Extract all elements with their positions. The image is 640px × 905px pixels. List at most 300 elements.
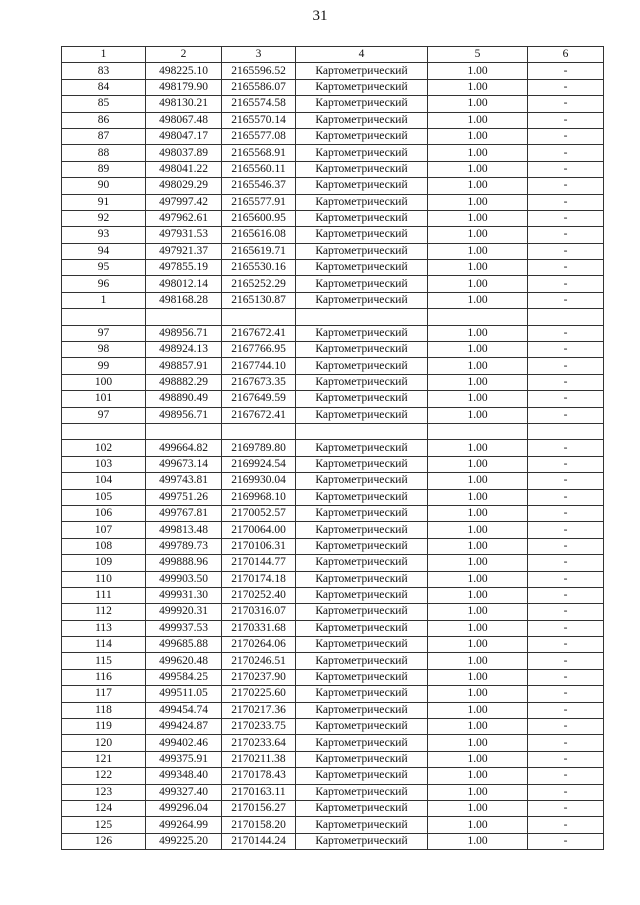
method-cell: Картометрический bbox=[296, 260, 428, 276]
table-row bbox=[62, 653, 604, 669]
method-cell: Картометрический bbox=[296, 719, 428, 735]
accuracy-cell: 1.00 bbox=[428, 96, 528, 112]
note-cell: - bbox=[528, 735, 604, 751]
note-cell: - bbox=[528, 604, 604, 620]
y-coordinate-cell: 2170264.06 bbox=[222, 637, 296, 653]
accuracy-cell: 1.00 bbox=[428, 440, 528, 456]
y-coordinate-cell: 2170246.51 bbox=[222, 653, 296, 669]
table-row bbox=[62, 128, 604, 144]
method-cell: Картометрический bbox=[296, 243, 428, 259]
column-header: 2 bbox=[146, 47, 222, 63]
note-cell: - bbox=[528, 505, 604, 521]
x-coordinate-cell: 499685.88 bbox=[146, 637, 222, 653]
note-cell: - bbox=[528, 522, 604, 538]
point-number-cell: 95 bbox=[62, 260, 146, 276]
accuracy-cell: 1.00 bbox=[428, 325, 528, 341]
x-coordinate-cell: 498956.71 bbox=[146, 407, 222, 423]
table-row bbox=[62, 358, 604, 374]
method-cell: Картометрический bbox=[296, 489, 428, 505]
x-coordinate-cell: 498041.22 bbox=[146, 161, 222, 177]
x-coordinate-cell: 499225.20 bbox=[146, 833, 222, 849]
table-row bbox=[62, 669, 604, 685]
table-row bbox=[62, 161, 604, 177]
table-row bbox=[62, 309, 604, 325]
point-number-cell: 92 bbox=[62, 210, 146, 226]
point-number-cell: 125 bbox=[62, 817, 146, 833]
y-coordinate-cell: 2170233.75 bbox=[222, 719, 296, 735]
accuracy-cell: 1.00 bbox=[428, 669, 528, 685]
method-cell: Картометрический bbox=[296, 407, 428, 423]
x-coordinate-cell: 498956.71 bbox=[146, 325, 222, 341]
y-coordinate-cell: 2170158.20 bbox=[222, 817, 296, 833]
point-number-cell: 1 bbox=[62, 292, 146, 308]
table-row bbox=[62, 178, 604, 194]
accuracy-cell: 1.00 bbox=[428, 374, 528, 390]
accuracy-cell: 1.00 bbox=[428, 63, 528, 79]
accuracy-cell: 1.00 bbox=[428, 702, 528, 718]
y-coordinate-cell: 2170331.68 bbox=[222, 620, 296, 636]
page-number: 31 bbox=[312, 8, 328, 24]
point-number-cell: 109 bbox=[62, 555, 146, 571]
accuracy-cell: 1.00 bbox=[428, 522, 528, 538]
x-coordinate-cell bbox=[146, 309, 222, 325]
note-cell: - bbox=[528, 440, 604, 456]
y-coordinate-cell: 2165586.07 bbox=[222, 79, 296, 95]
table-row bbox=[62, 292, 604, 308]
table-row bbox=[62, 423, 604, 439]
table-row bbox=[62, 194, 604, 210]
method-cell: Картометрический bbox=[296, 833, 428, 849]
table-row bbox=[62, 555, 604, 571]
y-coordinate-cell: 2165574.58 bbox=[222, 96, 296, 112]
y-coordinate-cell: 2169924.54 bbox=[222, 456, 296, 472]
accuracy-cell bbox=[428, 423, 528, 439]
y-coordinate-cell: 2165546.37 bbox=[222, 178, 296, 194]
y-coordinate-cell: 2170144.77 bbox=[222, 555, 296, 571]
y-coordinate-cell: 2169968.10 bbox=[222, 489, 296, 505]
method-cell: Картометрический bbox=[296, 128, 428, 144]
point-number-cell: 100 bbox=[62, 374, 146, 390]
table-row bbox=[62, 96, 604, 112]
method-cell: Картометрический bbox=[296, 112, 428, 128]
note-cell: - bbox=[528, 178, 604, 194]
table-row bbox=[62, 276, 604, 292]
point-number-cell: 101 bbox=[62, 391, 146, 407]
x-coordinate-cell: 499264.99 bbox=[146, 817, 222, 833]
method-cell: Картометрический bbox=[296, 440, 428, 456]
note-cell: - bbox=[528, 161, 604, 177]
accuracy-cell: 1.00 bbox=[428, 637, 528, 653]
point-number-cell: 96 bbox=[62, 276, 146, 292]
method-cell: Картометрический bbox=[296, 669, 428, 685]
note-cell: - bbox=[528, 587, 604, 603]
y-coordinate-cell: 2167649.59 bbox=[222, 391, 296, 407]
note-cell bbox=[528, 309, 604, 325]
y-coordinate-cell: 2165530.16 bbox=[222, 260, 296, 276]
point-number-cell: 105 bbox=[62, 489, 146, 505]
method-cell: Картометрический bbox=[296, 161, 428, 177]
method-cell: Картометрический bbox=[296, 505, 428, 521]
point-number-cell: 94 bbox=[62, 243, 146, 259]
method-cell: Картометрический bbox=[296, 79, 428, 95]
table-row bbox=[62, 374, 604, 390]
point-number-cell: 91 bbox=[62, 194, 146, 210]
note-cell: - bbox=[528, 358, 604, 374]
point-number-cell: 102 bbox=[62, 440, 146, 456]
y-coordinate-cell: 2167766.95 bbox=[222, 342, 296, 358]
note-cell: - bbox=[528, 260, 604, 276]
accuracy-cell: 1.00 bbox=[428, 194, 528, 210]
x-coordinate-cell: 499767.81 bbox=[146, 505, 222, 521]
accuracy-cell: 1.00 bbox=[428, 292, 528, 308]
y-coordinate-cell: 2170178.43 bbox=[222, 768, 296, 784]
y-coordinate-cell: 2165616.08 bbox=[222, 227, 296, 243]
point-number-cell: 119 bbox=[62, 719, 146, 735]
x-coordinate-cell: 498067.48 bbox=[146, 112, 222, 128]
method-cell: Картометрический bbox=[296, 751, 428, 767]
y-coordinate-cell: 2170225.60 bbox=[222, 686, 296, 702]
method-cell: Картометрический bbox=[296, 391, 428, 407]
note-cell: - bbox=[528, 325, 604, 341]
accuracy-cell: 1.00 bbox=[428, 456, 528, 472]
y-coordinate-cell: 2165596.52 bbox=[222, 63, 296, 79]
method-cell: Картометрический bbox=[296, 686, 428, 702]
table-body bbox=[62, 63, 604, 850]
note-cell: - bbox=[528, 112, 604, 128]
table-row bbox=[62, 260, 604, 276]
note-cell: - bbox=[528, 637, 604, 653]
note-cell: - bbox=[528, 751, 604, 767]
y-coordinate-cell: 2165130.87 bbox=[222, 292, 296, 308]
accuracy-cell: 1.00 bbox=[428, 735, 528, 751]
table-row bbox=[62, 63, 604, 79]
note-cell: - bbox=[528, 538, 604, 554]
y-coordinate-cell bbox=[222, 423, 296, 439]
x-coordinate-cell: 498924.13 bbox=[146, 342, 222, 358]
accuracy-cell: 1.00 bbox=[428, 604, 528, 620]
accuracy-cell: 1.00 bbox=[428, 505, 528, 521]
method-cell: Картометрический bbox=[296, 342, 428, 358]
x-coordinate-cell: 499584.25 bbox=[146, 669, 222, 685]
x-coordinate-cell: 498168.28 bbox=[146, 292, 222, 308]
y-coordinate-cell: 2165577.91 bbox=[222, 194, 296, 210]
accuracy-cell: 1.00 bbox=[428, 276, 528, 292]
y-coordinate-cell: 2165570.14 bbox=[222, 112, 296, 128]
x-coordinate-cell: 499937.53 bbox=[146, 620, 222, 636]
table-row bbox=[62, 800, 604, 816]
note-cell: - bbox=[528, 96, 604, 112]
y-coordinate-cell: 2170156.27 bbox=[222, 800, 296, 816]
point-number-cell: 87 bbox=[62, 128, 146, 144]
note-cell: - bbox=[528, 555, 604, 571]
method-cell bbox=[296, 423, 428, 439]
x-coordinate-cell: 499620.48 bbox=[146, 653, 222, 669]
accuracy-cell: 1.00 bbox=[428, 407, 528, 423]
coordinates-table bbox=[61, 46, 604, 850]
note-cell: - bbox=[528, 374, 604, 390]
note-cell: - bbox=[528, 686, 604, 702]
y-coordinate-cell: 2170237.90 bbox=[222, 669, 296, 685]
method-cell: Картометрический bbox=[296, 325, 428, 341]
method-cell bbox=[296, 309, 428, 325]
point-number-cell: 103 bbox=[62, 456, 146, 472]
table-row bbox=[62, 522, 604, 538]
accuracy-cell: 1.00 bbox=[428, 391, 528, 407]
table-row bbox=[62, 342, 604, 358]
point-number-cell: 115 bbox=[62, 653, 146, 669]
x-coordinate-cell: 499789.73 bbox=[146, 538, 222, 554]
table-row bbox=[62, 735, 604, 751]
x-coordinate-cell: 499511.05 bbox=[146, 686, 222, 702]
table-row bbox=[62, 702, 604, 718]
accuracy-cell: 1.00 bbox=[428, 653, 528, 669]
accuracy-cell: 1.00 bbox=[428, 719, 528, 735]
method-cell: Картометрический bbox=[296, 63, 428, 79]
point-number-cell: 106 bbox=[62, 505, 146, 521]
method-cell: Картометрический bbox=[296, 784, 428, 800]
point-number-cell: 112 bbox=[62, 604, 146, 620]
x-coordinate-cell: 498012.14 bbox=[146, 276, 222, 292]
note-cell: - bbox=[528, 571, 604, 587]
x-coordinate-cell: 498882.29 bbox=[146, 374, 222, 390]
accuracy-cell: 1.00 bbox=[428, 178, 528, 194]
x-coordinate-cell: 499920.31 bbox=[146, 604, 222, 620]
point-number-cell: 85 bbox=[62, 96, 146, 112]
table-row bbox=[62, 505, 604, 521]
point-number-cell: 89 bbox=[62, 161, 146, 177]
accuracy-cell: 1.00 bbox=[428, 161, 528, 177]
y-coordinate-cell: 2170217.36 bbox=[222, 702, 296, 718]
y-coordinate-cell: 2165577.08 bbox=[222, 128, 296, 144]
point-number-cell: 84 bbox=[62, 79, 146, 95]
note-cell: - bbox=[528, 407, 604, 423]
x-coordinate-cell: 499454.74 bbox=[146, 702, 222, 718]
table-row bbox=[62, 456, 604, 472]
y-coordinate-cell: 2170316.07 bbox=[222, 604, 296, 620]
x-coordinate-cell: 499751.26 bbox=[146, 489, 222, 505]
note-cell: - bbox=[528, 833, 604, 849]
table-row bbox=[62, 751, 604, 767]
y-coordinate-cell: 2167744.10 bbox=[222, 358, 296, 374]
x-coordinate-cell: 497855.19 bbox=[146, 260, 222, 276]
note-cell: - bbox=[528, 719, 604, 735]
point-number-cell: 118 bbox=[62, 702, 146, 718]
y-coordinate-cell: 2170174.18 bbox=[222, 571, 296, 587]
y-coordinate-cell: 2165560.11 bbox=[222, 161, 296, 177]
point-number-cell: 124 bbox=[62, 800, 146, 816]
method-cell: Картометрический bbox=[296, 571, 428, 587]
table-row bbox=[62, 227, 604, 243]
y-coordinate-cell: 2170144.24 bbox=[222, 833, 296, 849]
y-coordinate-cell: 2170052.57 bbox=[222, 505, 296, 521]
accuracy-cell: 1.00 bbox=[428, 112, 528, 128]
point-number-cell: 113 bbox=[62, 620, 146, 636]
x-coordinate-cell: 498857.91 bbox=[146, 358, 222, 374]
point-number-cell: 123 bbox=[62, 784, 146, 800]
note-cell: - bbox=[528, 489, 604, 505]
accuracy-cell: 1.00 bbox=[428, 784, 528, 800]
method-cell: Картометрический bbox=[296, 800, 428, 816]
table-row bbox=[62, 637, 604, 653]
method-cell: Картометрический bbox=[296, 735, 428, 751]
column-header: 4 bbox=[296, 47, 428, 63]
accuracy-cell: 1.00 bbox=[428, 817, 528, 833]
note-cell: - bbox=[528, 620, 604, 636]
table-row bbox=[62, 407, 604, 423]
accuracy-cell: 1.00 bbox=[428, 210, 528, 226]
accuracy-cell: 1.00 bbox=[428, 79, 528, 95]
point-number-cell: 121 bbox=[62, 751, 146, 767]
x-coordinate-cell: 497921.37 bbox=[146, 243, 222, 259]
x-coordinate-cell: 498179.90 bbox=[146, 79, 222, 95]
method-cell: Картометрический bbox=[296, 538, 428, 554]
point-number-cell: 88 bbox=[62, 145, 146, 161]
method-cell: Картометрический bbox=[296, 817, 428, 833]
note-cell bbox=[528, 423, 604, 439]
table-row bbox=[62, 571, 604, 587]
y-coordinate-cell: 2170163.11 bbox=[222, 784, 296, 800]
table-row bbox=[62, 489, 604, 505]
accuracy-cell: 1.00 bbox=[428, 833, 528, 849]
point-number-cell: 86 bbox=[62, 112, 146, 128]
note-cell: - bbox=[528, 473, 604, 489]
method-cell: Картометрический bbox=[296, 620, 428, 636]
method-cell: Картометрический bbox=[296, 227, 428, 243]
point-number-cell: 90 bbox=[62, 178, 146, 194]
table-row bbox=[62, 538, 604, 554]
x-coordinate-cell: 499327.40 bbox=[146, 784, 222, 800]
method-cell: Картометрический bbox=[296, 96, 428, 112]
x-coordinate-cell: 499813.48 bbox=[146, 522, 222, 538]
table-row bbox=[62, 243, 604, 259]
x-coordinate-cell: 498029.29 bbox=[146, 178, 222, 194]
x-coordinate-cell: 499424.87 bbox=[146, 719, 222, 735]
method-cell: Картометрический bbox=[296, 276, 428, 292]
method-cell: Картометрический bbox=[296, 456, 428, 472]
method-cell: Картометрический bbox=[296, 210, 428, 226]
method-cell: Картометрический bbox=[296, 145, 428, 161]
point-number-cell: 107 bbox=[62, 522, 146, 538]
y-coordinate-cell: 2170252.40 bbox=[222, 587, 296, 603]
y-coordinate-cell: 2165252.29 bbox=[222, 276, 296, 292]
x-coordinate-cell: 499664.82 bbox=[146, 440, 222, 456]
point-number-cell: 93 bbox=[62, 227, 146, 243]
y-coordinate-cell: 2167672.41 bbox=[222, 325, 296, 341]
accuracy-cell: 1.00 bbox=[428, 489, 528, 505]
x-coordinate-cell bbox=[146, 423, 222, 439]
note-cell: - bbox=[528, 342, 604, 358]
accuracy-cell: 1.00 bbox=[428, 555, 528, 571]
accuracy-cell: 1.00 bbox=[428, 751, 528, 767]
y-coordinate-cell bbox=[222, 309, 296, 325]
accuracy-cell: 1.00 bbox=[428, 128, 528, 144]
column-header: 3 bbox=[222, 47, 296, 63]
x-coordinate-cell: 499888.96 bbox=[146, 555, 222, 571]
table-row bbox=[62, 604, 604, 620]
method-cell: Картометрический bbox=[296, 292, 428, 308]
table-row bbox=[62, 473, 604, 489]
y-coordinate-cell: 2169789.80 bbox=[222, 440, 296, 456]
note-cell: - bbox=[528, 800, 604, 816]
x-coordinate-cell: 497962.61 bbox=[146, 210, 222, 226]
y-coordinate-cell: 2167672.41 bbox=[222, 407, 296, 423]
note-cell: - bbox=[528, 243, 604, 259]
y-coordinate-cell: 2170211.38 bbox=[222, 751, 296, 767]
table-row bbox=[62, 620, 604, 636]
note-cell: - bbox=[528, 653, 604, 669]
point-number-cell bbox=[62, 309, 146, 325]
y-coordinate-cell: 2167673.35 bbox=[222, 374, 296, 390]
accuracy-cell: 1.00 bbox=[428, 145, 528, 161]
column-header: 1 bbox=[62, 47, 146, 63]
accuracy-cell: 1.00 bbox=[428, 686, 528, 702]
table-row bbox=[62, 719, 604, 735]
table-row bbox=[62, 79, 604, 95]
method-cell: Картометрический bbox=[296, 604, 428, 620]
y-coordinate-cell: 2170106.31 bbox=[222, 538, 296, 554]
point-number-cell: 111 bbox=[62, 587, 146, 603]
note-cell: - bbox=[528, 817, 604, 833]
accuracy-cell: 1.00 bbox=[428, 243, 528, 259]
method-cell: Картометрический bbox=[296, 653, 428, 669]
point-number-cell: 117 bbox=[62, 686, 146, 702]
method-cell: Картометрический bbox=[296, 374, 428, 390]
note-cell: - bbox=[528, 194, 604, 210]
table-row bbox=[62, 440, 604, 456]
table-row bbox=[62, 784, 604, 800]
accuracy-cell: 1.00 bbox=[428, 800, 528, 816]
method-cell: Картометрический bbox=[296, 555, 428, 571]
accuracy-cell: 1.00 bbox=[428, 260, 528, 276]
point-number-cell: 99 bbox=[62, 358, 146, 374]
table-header-row bbox=[62, 47, 604, 63]
accuracy-cell: 1.00 bbox=[428, 227, 528, 243]
note-cell: - bbox=[528, 63, 604, 79]
table-row bbox=[62, 833, 604, 849]
x-coordinate-cell: 497997.42 bbox=[146, 194, 222, 210]
x-coordinate-cell: 499673.14 bbox=[146, 456, 222, 472]
point-number-cell: 97 bbox=[62, 407, 146, 423]
accuracy-cell: 1.00 bbox=[428, 768, 528, 784]
x-coordinate-cell: 498225.10 bbox=[146, 63, 222, 79]
x-coordinate-cell: 499903.50 bbox=[146, 571, 222, 587]
point-number-cell: 120 bbox=[62, 735, 146, 751]
point-number-cell: 116 bbox=[62, 669, 146, 685]
point-number-cell: 110 bbox=[62, 571, 146, 587]
accuracy-cell: 1.00 bbox=[428, 571, 528, 587]
accuracy-cell bbox=[428, 309, 528, 325]
point-number-cell: 108 bbox=[62, 538, 146, 554]
x-coordinate-cell: 499402.46 bbox=[146, 735, 222, 751]
table-row bbox=[62, 325, 604, 341]
method-cell: Картометрический bbox=[296, 178, 428, 194]
y-coordinate-cell: 2165619.71 bbox=[222, 243, 296, 259]
x-coordinate-cell: 499348.40 bbox=[146, 768, 222, 784]
note-cell: - bbox=[528, 702, 604, 718]
x-coordinate-cell: 499931.30 bbox=[146, 587, 222, 603]
point-number-cell bbox=[62, 423, 146, 439]
method-cell: Картометрический bbox=[296, 473, 428, 489]
x-coordinate-cell: 498037.89 bbox=[146, 145, 222, 161]
column-header: 6 bbox=[528, 47, 604, 63]
note-cell: - bbox=[528, 227, 604, 243]
method-cell: Картометрический bbox=[296, 194, 428, 210]
note-cell: - bbox=[528, 669, 604, 685]
accuracy-cell: 1.00 bbox=[428, 473, 528, 489]
point-number-cell: 97 bbox=[62, 325, 146, 341]
point-number-cell: 98 bbox=[62, 342, 146, 358]
y-coordinate-cell: 2170233.64 bbox=[222, 735, 296, 751]
